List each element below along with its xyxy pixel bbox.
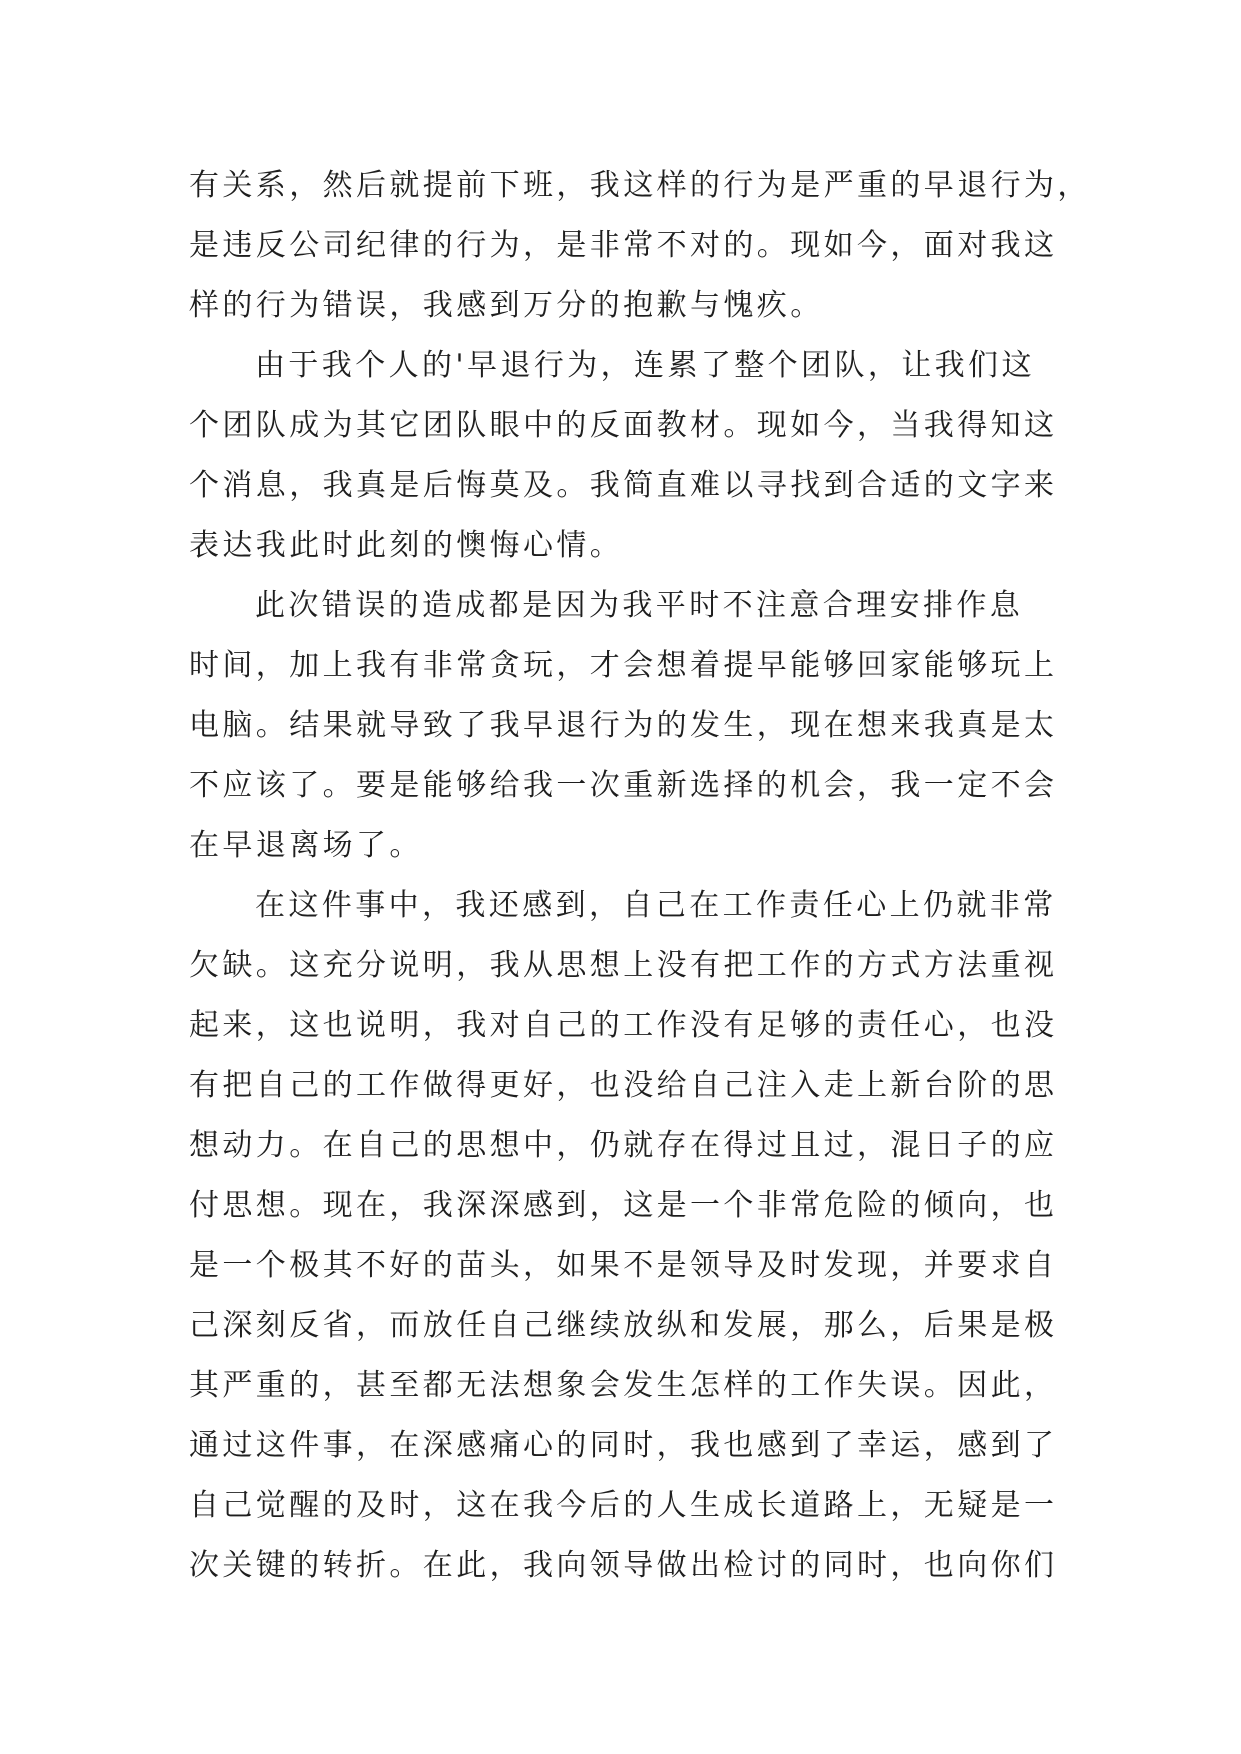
text-line: 想动力。在自己的思想中，仍就存在得过且过，混日子的应 (189, 1128, 1058, 1163)
text-line: 表达我此时此刻的懊悔心情。 (189, 528, 624, 563)
text-line: 在早退离场了。 (189, 828, 423, 863)
text-line: 是违反公司纪律的行为，是非常不对的。现如今，面对我这 (189, 228, 1058, 263)
document-body (189, 156, 1091, 1596)
text-line: 个团队成为其它团队眼中的反面教材。现如今，当我得知这 (189, 408, 1058, 443)
text-line: 有关系，然后就提前下班，我这样的行为是严重的早退行为， (189, 168, 1091, 203)
text-line: 欠缺。这充分说明，我从思想上没有把工作的方式方法重视 (189, 948, 1058, 983)
paragraph-first-line: 由于我个人的'早退行为，连累了整个团队，让我们这 (255, 348, 1035, 383)
text-line: 起来，这也说明，我对自己的工作没有足够的责任心，也没 (189, 1008, 1058, 1043)
text-line: 次关键的转折。在此，我向领导做出检讨的同时，也向你们 (189, 1548, 1058, 1583)
text-line: 个消息，我真是后悔莫及。我简直难以寻找到合适的文字来 (189, 468, 1058, 503)
text-line: 己深刻反省，而放任自己继续放纵和发展，那么，后果是极 (189, 1308, 1058, 1343)
text-line: 电脑。结果就导致了我早退行为的发生，现在想来我真是太 (189, 708, 1058, 743)
text-line: 自己觉醒的及时，这在我今后的人生成长道路上，无疑是一 (189, 1488, 1058, 1523)
text-line: 时间，加上我有非常贪玩，才会想着提早能够回家能够玩上 (189, 648, 1058, 683)
paragraph-first-line: 此次错误的造成都是因为我平时不注意合理安排作息 (255, 588, 1024, 623)
text-line: 通过这件事，在深感痛心的同时，我也感到了幸运，感到了 (189, 1428, 1058, 1463)
text-line: 其严重的，甚至都无法想象会发生怎样的工作失误。因此， (189, 1368, 1058, 1403)
text-line: 付思想。现在，我深深感到，这是一个非常危险的倾向，也 (189, 1188, 1058, 1223)
text-line: 样的行为错误，我感到万分的抱歉与愧疚。 (189, 288, 824, 323)
text-line: 有把自己的工作做得更好，也没给自己注入走上新台阶的思 (189, 1068, 1058, 1103)
paragraph-first-line: 在这件事中，我还感到，自己在工作责任心上仍就非常 (255, 888, 1057, 923)
text-line: 是一个极其不好的苗头，如果不是领导及时发现，并要求自 (189, 1248, 1058, 1283)
text-line: 不应该了。要是能够给我一次重新选择的机会，我一定不会 (189, 768, 1058, 803)
